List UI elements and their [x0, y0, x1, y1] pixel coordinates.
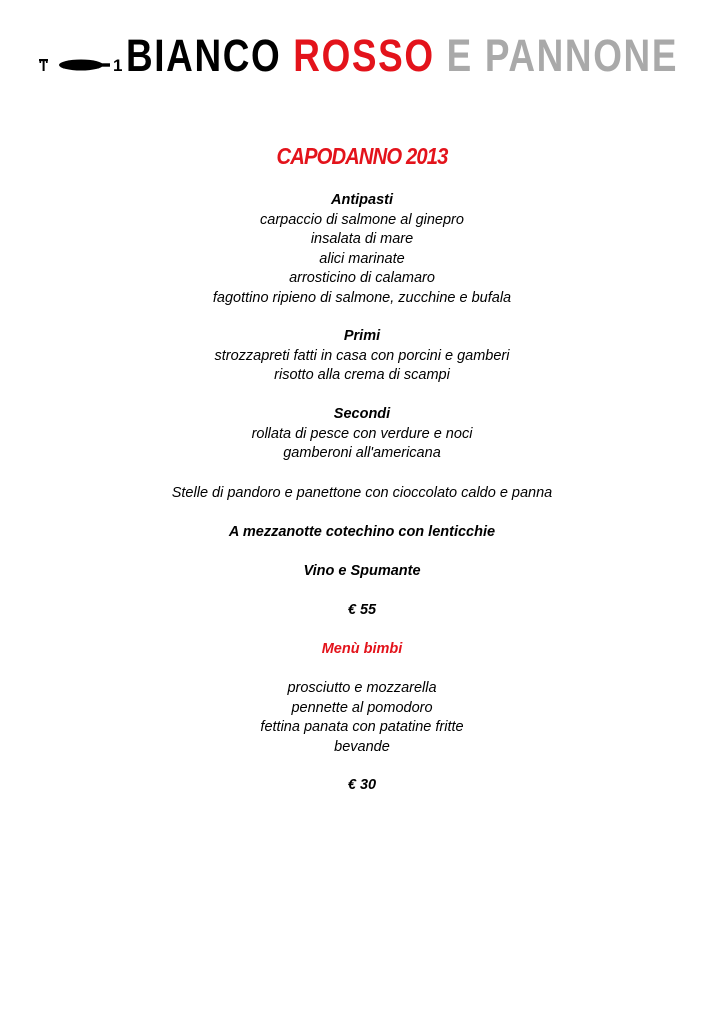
- section-menu-bimbi-items: [0, 679, 724, 757]
- menu-item: fagottino ripieno di salmone, zucchine e bufala: [212, 289, 512, 306]
- menu-item: alici marinate: [319, 250, 405, 267]
- menu-item: arrosticino di calamaro: [289, 270, 435, 286]
- brand-word-e-pannone: E PANNONE: [446, 30, 679, 81]
- section-menu-bimbi: [0, 640, 724, 660]
- section-secondi: [0, 405, 724, 464]
- price-label: € 30: [347, 777, 377, 793]
- brand-logo: [36, 30, 696, 82]
- section-heading: Menù bimbi: [321, 641, 403, 657]
- section-mezzanotte: [0, 523, 724, 543]
- menu-item: gamberoni all'americana: [283, 445, 441, 461]
- menu-item: A mezzanotte cotechino con lenticchie: [228, 524, 496, 540]
- section-primi: [0, 327, 724, 386]
- menu-item: Stelle di pandoro e panettone con cioccolato caldo e panna: [171, 485, 553, 501]
- menu-item: prosciutto e mozzarella: [287, 680, 437, 696]
- section-antipasti: [0, 191, 724, 308]
- brand-word-rosso: ROSSO: [293, 30, 435, 81]
- menu-item: rollata di pesce con verdure e noci: [251, 425, 473, 442]
- logo-mark-number: 1: [113, 56, 123, 75]
- brand-name: [126, 30, 678, 82]
- section-dolce: [0, 484, 724, 504]
- brand-word-bianco: BIANCO: [126, 30, 282, 81]
- menu-item: strozzapreti fatti in casa con porcini e gamberi: [214, 347, 510, 364]
- section-vino: [0, 562, 724, 582]
- price-label: € 55: [347, 602, 377, 618]
- menu-item: fettina panata con patatine fritte: [260, 719, 464, 735]
- section-heading: Antipasti: [330, 192, 394, 208]
- section-heading: Primi: [343, 328, 381, 344]
- menu-bimbi-price: [0, 776, 724, 796]
- section-heading: Secondi: [333, 406, 391, 422]
- menu-item: risotto alla crema di scampi: [274, 367, 450, 383]
- menu-title: CAPODANNO 2013: [276, 143, 448, 169]
- menu-item: pennette al pomodoro: [291, 699, 433, 716]
- menu-item: insalata di mare: [310, 231, 414, 247]
- menu-item: Vino e Spumante: [303, 563, 421, 579]
- menu-item: bevande: [334, 738, 390, 755]
- menu-item: carpaccio di salmone al ginepro: [260, 211, 464, 228]
- menu-price: [0, 601, 724, 621]
